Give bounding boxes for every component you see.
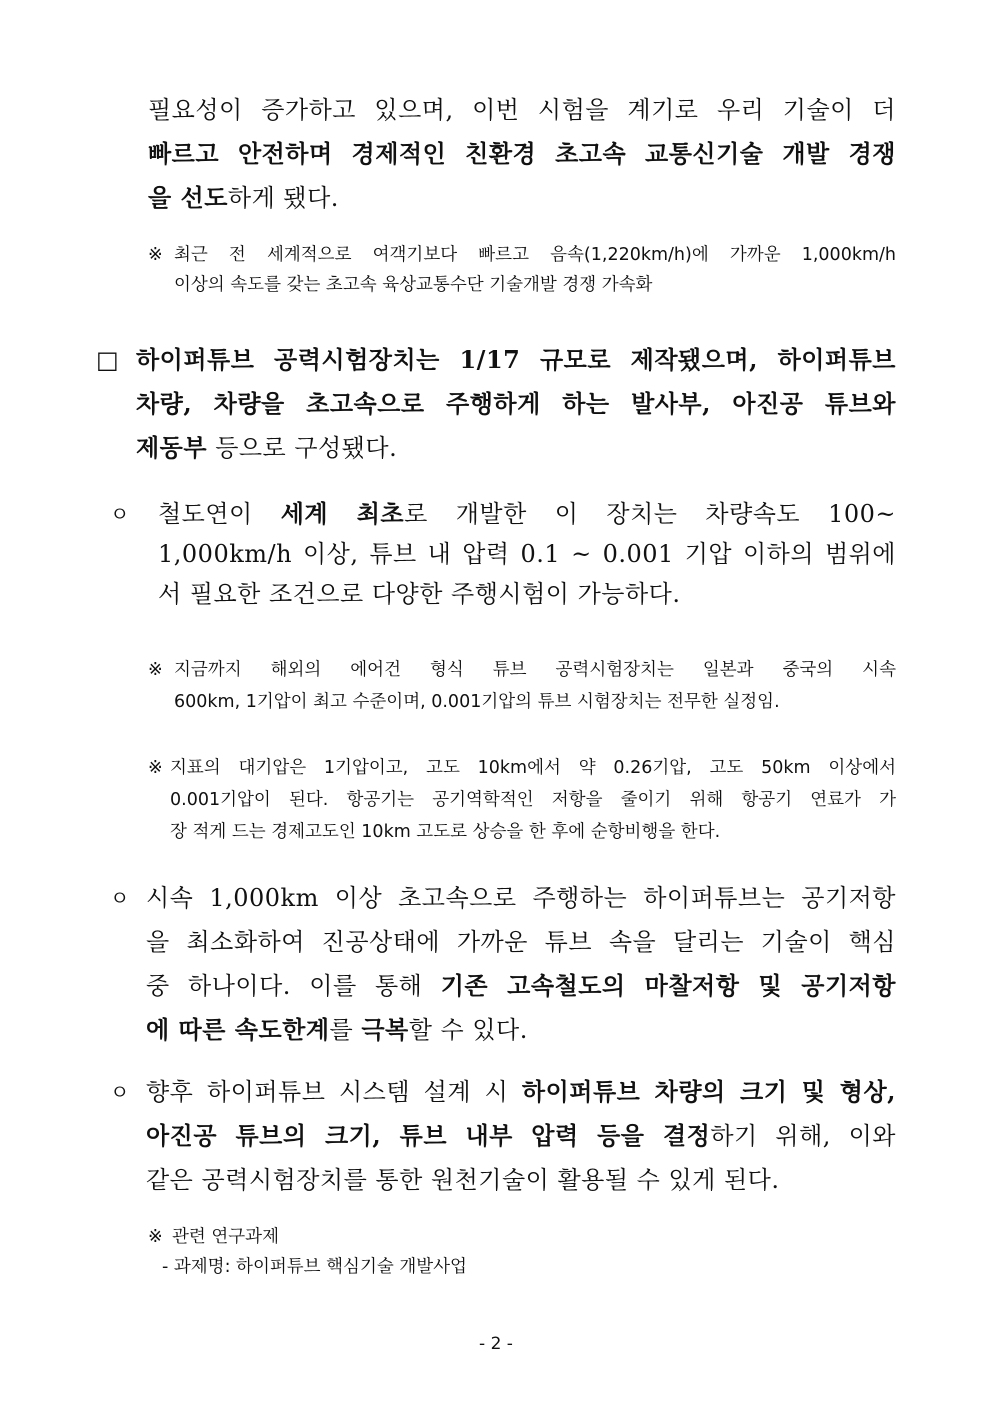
- bullet-3-line-2-bold: 아진공 튜브의 크기, 튜브 내부 압력 등을 결정: [146, 1121, 711, 1150]
- note-3: [148, 752, 896, 848]
- bullet-3-line-1: [146, 1070, 896, 1114]
- section-line-1-bold: 하이퍼튜브 공력시험장치는 1/17 규모로 제작됐으며, 하이퍼튜브: [136, 345, 896, 374]
- intro-line-3-bold: 을 선도: [148, 183, 228, 212]
- bullet-2-line-3-a: 중 하나이다. 이를 통해: [146, 972, 441, 1000]
- bullet-2-line-1: 시속 1,000km 이상 초고속으로 주행하는 하이퍼튜브는 공기저항: [146, 884, 896, 912]
- bullet-3-line-1-bold: 하이퍼튜브 차량의 크기 및 형상,: [521, 1077, 896, 1106]
- note-1-line-2: 이상의 속도를 갖는 초고속 육상교통수단 기술개발 경쟁 가속화: [174, 275, 653, 295]
- bullet-1-line-2: 1,000km/h 이상, 튜브 내 압력 0.1 ~ 0.001 기압 이하의 범위에: [158, 540, 896, 568]
- bullet-2-line-4: [146, 1008, 896, 1052]
- intro-line-3-rest: 하게 됐다.: [227, 184, 339, 212]
- note-3-line-3: 장 적게 드는 경제고도인 10km 고도로 상승을 한 후에 순항비행을 한다.: [170, 822, 721, 842]
- note-1: [148, 240, 896, 300]
- intro-line-1: 필요성이 증가하고 있으며, 이번 시험을 계기로 우리 기술이 더: [148, 96, 896, 124]
- bullet-2-line-3-bold: 기존 고속철도의 마찰저항 및 공기저항: [440, 971, 896, 1000]
- bullet-2: [110, 876, 896, 1052]
- bullet-1-line-1-b: 로 개발한 이 장치는 차량속도 100~: [404, 500, 896, 528]
- note-2-line-2: 600km, 1기압이 최고 수준이며, 0.001기압의 튜브 시험장치는 전무한 실정임.: [174, 692, 780, 712]
- note-3-line-1: 지표의 대기압은 1기압이고, 고도 10km에서 약 0.26기압, 고도 50km 이상에서: [170, 758, 896, 778]
- bullet-3-line-3: 같은 공력시험장치를 통한 원천기술이 활용될 수 있게 된다.: [146, 1166, 780, 1194]
- reference-mark-icon: ※: [148, 660, 163, 680]
- bullet-2-line-4-bold: 에 따른 속도한계: [146, 1015, 330, 1044]
- intro-line-2: [148, 132, 896, 176]
- bullet-3-line-2-rest: 하기 위해, 이와: [710, 1122, 896, 1150]
- bullet-1-line-1-bold: 세계 최초: [280, 499, 405, 528]
- section-line-3-bold: 제동부: [136, 433, 208, 462]
- bullet-3-line-1-a: 향후 하이퍼튜브 시스템 설계 시: [146, 1078, 522, 1106]
- intro-line-2-bold: 빠르고 안전하며 경제적인 친환경 초고속 교통신기술 개발 경쟁: [148, 139, 896, 168]
- bullet-2-line-4-b: 할 수 있다.: [408, 1016, 528, 1044]
- reference-mark-icon: ※: [148, 1227, 163, 1247]
- section-line-2: [136, 382, 896, 426]
- note-3-line-2: 0.001기압이 된다. 항공기는 공기역학적인 저항을 줄이기 위해 항공기 연료가 가: [170, 790, 896, 810]
- section-line-3: [136, 426, 896, 470]
- note-2: [148, 654, 896, 718]
- circle-bullet-icon: ㅇ: [110, 886, 130, 910]
- note-4: [148, 1222, 896, 1282]
- note-4-item: - 과제명: 하이퍼튜브 핵심기술 개발사업: [162, 1257, 467, 1277]
- reference-mark-icon: ※: [148, 758, 163, 778]
- bullet-3-line-2: [146, 1114, 896, 1158]
- bullet-1-line-3: 서 필요한 조건으로 다양한 주행시험이 가능하다.: [158, 580, 681, 608]
- section-line-2-bold: 차량, 차량을 초고속으로 주행하게 하는 발사부, 아진공 튜브와: [136, 389, 896, 418]
- intro-paragraph: [148, 88, 896, 220]
- note-4-title: 관련 연구과제: [172, 1227, 279, 1247]
- intro-line-3: [148, 176, 896, 220]
- reference-mark-icon: ※: [148, 245, 163, 265]
- bullet-3: [110, 1070, 896, 1202]
- section-paragraph: [96, 338, 896, 470]
- bullet-1-line-1-a: 철도연이: [158, 500, 281, 528]
- section-line-3-rest: 등으로 구성됐다.: [207, 434, 398, 462]
- bullet-1: [110, 494, 896, 614]
- circle-bullet-icon: ㅇ: [110, 1080, 130, 1104]
- section-line-1: [136, 338, 896, 382]
- square-bullet-icon: □: [96, 346, 120, 374]
- note-2-line-1: 지금까지 해외의 에어건 형식 튜브 공력시험장치는 일본과 중국의 시속: [174, 660, 896, 680]
- bullet-2-line-4-bold-2: 극복: [361, 1015, 409, 1044]
- page-number: - 2 -: [479, 1334, 513, 1354]
- bullet-2-line-2: 을 최소화하여 진공상태에 가까운 튜브 속을 달리는 기술이 핵심: [146, 928, 896, 956]
- bullet-2-line-3: [146, 964, 896, 1008]
- note-1-line-1: 최근 전 세계적으로 여객기보다 빠르고 음속(1,220km/h)에 가까운 1,000km/h: [174, 245, 896, 265]
- bullet-1-line-1: [158, 494, 896, 534]
- bullet-2-line-4-a: 를: [329, 1016, 362, 1044]
- circle-bullet-icon: ㅇ: [110, 502, 130, 526]
